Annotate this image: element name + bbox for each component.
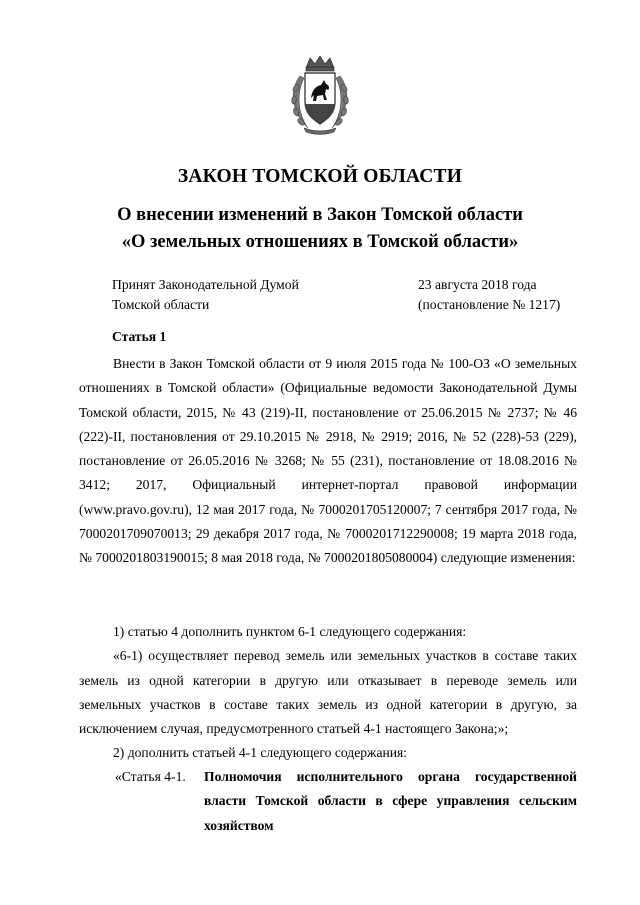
adopted-by-line2: Томской области [112, 297, 210, 312]
item1: 1) статью 4 дополнить пунктом 6-1 следующего содержания: [113, 624, 467, 639]
item2: 2) дополнить статьей 4-1 следующего содержания: [113, 745, 408, 761]
article-heading: Статья 1 [112, 329, 167, 344]
item1-quote: «6-1) осуществляет перевод земель или земельных участков в составе таких земель из одной категории в другую или отказывает в переводе земель или земельных участков в составе таких земель из одной категории в другую, за исключением случая, предусмотренного статьей 4-1 настоящего Закона;»; [79, 648, 577, 736]
law-title: ЗАКОН ТОМСКОЙ ОБЛАСТИ [177, 166, 463, 187]
law-subtitle-line2: «О земельных отношениях в Томской области» [121, 232, 519, 252]
resolution-number: (постановление № 1217) [418, 297, 561, 312]
adoption-date-line: 23 августа 2018 года [418, 277, 537, 292]
adoption-date [418, 275, 560, 315]
adopted-by-line1: Принят Законодательной Думой [112, 277, 299, 292]
coat-of-arms-icon [286, 54, 354, 136]
law-subtitle-line1: О внесении изменений в Закон Томской области [117, 205, 523, 225]
article-4-1-label: «Статья 4-1. [115, 769, 186, 784]
article1-items [79, 620, 577, 766]
adopted-by [112, 275, 299, 315]
article1-paragraph: Внести в Закон Томской области от 9 июля 2015 года № 100-ОЗ «О земельных отношениях в Томской области» (Официальные ведомости Законодательной Думы Томской области, 2015, № 43 (219)-II, постановление от 25.06.2015 № 2737; № 46 (222)-II, постановления от 29.10.2015 № 2918, № 2919; 2016, № 52 (228)-53 (229), постановление от 26.05.2016 № 3268; № 55 (231), постановление от 18.08.2016 № 3412; 2017, Официальный интернет-портал правовой информации (www.pravo.gov.ru), 12 мая 2017 года, № 7000201705120007; 7 сентября 2017 года, № 7000201709070013; 29 декабря 2017 года, № 7000201712290008; 19 марта 2018 года, № 7000201803190015; 8 мая 2018 года, № 7000201805080004) следующие изменения: [79, 356, 577, 565]
article-4-1-title: Полномочия исполнительного органа государственной власти Томской области в сфере управления сельским хозяйством [204, 769, 577, 833]
